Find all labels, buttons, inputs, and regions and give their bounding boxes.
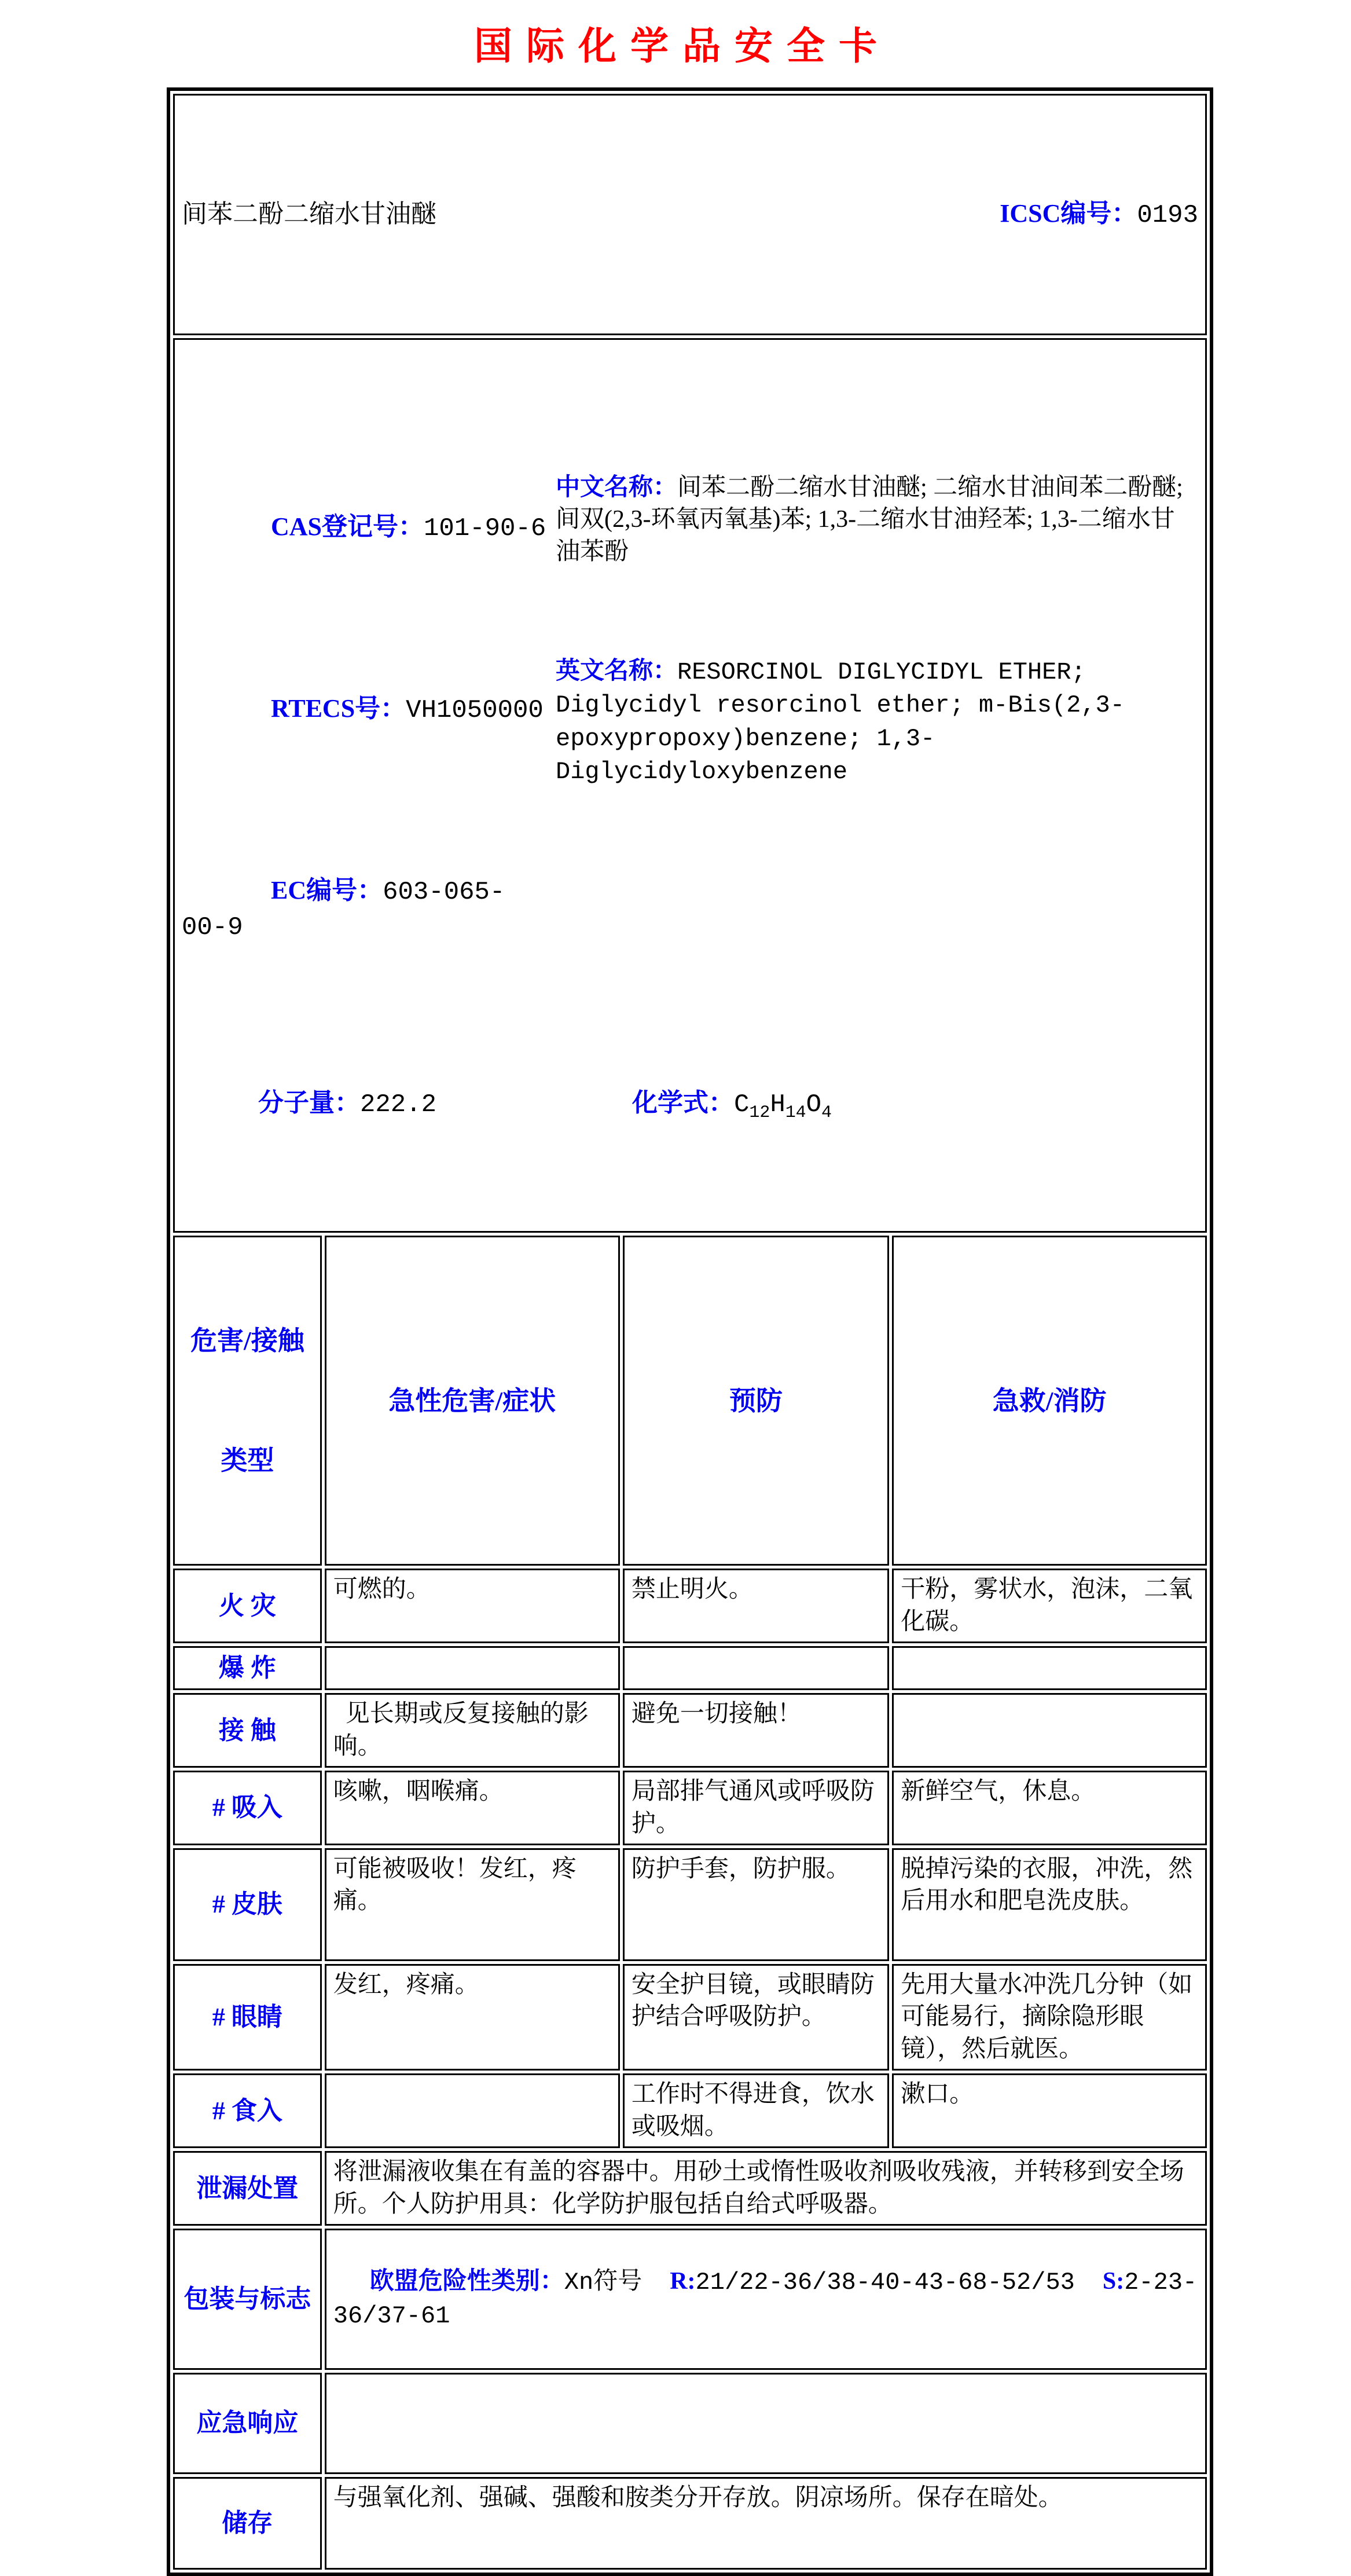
header-hazard-type-line2: 类型 [221, 1446, 274, 1476]
skin-prevention: 防护手套，防护服。 [623, 1848, 889, 1961]
rtecs-label: RTECS号： [271, 694, 406, 723]
hazard-header-row [173, 1236, 1207, 1566]
chinese-name-label: 中文名称： [556, 474, 678, 501]
fire-prevention: 禁止明火。 [623, 1569, 889, 1643]
eu-hazard-classification [333, 2268, 1197, 2328]
ec-label: EC编号： [271, 876, 383, 905]
spillage-content: 将泄漏液收集在有盖的容器中。用砂土或惰性吸收剂吸收残液，并转移到安全场所。个人防护用具：化学防护服包括自给式呼吸器。 [325, 2151, 1207, 2226]
english-name-label: 英文名称： [556, 657, 678, 684]
eyes-label: # 眼睛 [173, 1964, 322, 2071]
cas-value: 101-90-6 [424, 514, 546, 543]
s-phrases-value: 2-23-36/37-61 [333, 2269, 1198, 2330]
ingestion-response: 漱口。 [892, 2073, 1207, 2148]
card-header-layout [182, 163, 1198, 266]
chinese-name [556, 472, 1198, 568]
header-acute-symptoms: 急性危害/症状 [325, 1236, 620, 1566]
ingestion-label: # 食入 [173, 2073, 322, 2148]
ec-value: 603-065-00-9 [182, 878, 505, 943]
emergency-response-label: 应急响应 [173, 2373, 322, 2474]
row-storage [173, 2477, 1207, 2570]
chemical-formula-value: $C_{12}H_{14}O_4$ [734, 1090, 832, 1123]
storage-content: 与强氧化剂、强碱、强酸和胺类分开存放。阴凉场所。保存在暗处。 [325, 2477, 1207, 2570]
eyes-symptom: 发红，疼痛。 [325, 1964, 620, 2071]
icsc-number-label: ICSC编号： [1000, 199, 1137, 228]
packaging-label: 包装与标志 [173, 2229, 322, 2370]
chemical-names [556, 408, 1198, 853]
formula-subscript: 14 [785, 1102, 806, 1123]
ingestion-symptom [325, 2073, 620, 2148]
cas-label: CAS登记号： [271, 512, 424, 541]
eu-class-value: Xn符号 [564, 2269, 643, 2297]
rtecs-number [182, 658, 550, 761]
rtecs-value: VH1050000 [406, 695, 544, 725]
molecular-weight-label: 分子量： [258, 1089, 360, 1117]
identification-bottom [182, 1053, 1198, 1163]
identification-top [182, 408, 1198, 1053]
row-exposure [173, 1693, 1207, 1768]
fire-symptom: 可燃的。 [325, 1569, 620, 1643]
s-phrases-label: S: [1102, 2268, 1125, 2295]
row-fire [173, 1569, 1207, 1643]
fire-label: 火 灾 [173, 1569, 322, 1643]
row-explosion [173, 1646, 1207, 1690]
header-hazard-type-line1: 危害/接触 [190, 1326, 304, 1356]
spillage-label: 泄漏处置 [173, 2151, 322, 2226]
skin-label: # 皮肤 [173, 1848, 322, 1961]
english-name-value: RESORCINOL DIGLYCIDYL ETHER; Diglycidyl resorcinol ether; m-Bis(2,3-epoxypropoxy)benzene; 1,3-Diglycidyloxybenzene [556, 658, 1125, 786]
header-hazard-type [173, 1236, 322, 1566]
chemical-formula [556, 1053, 1198, 1155]
fire-response: 干粉，雾状水，泡沫，二氧化碳。 [892, 1569, 1207, 1643]
emergency-response-content [325, 2373, 1207, 2474]
header-first-aid-firefighting: 急救/消防 [892, 1236, 1207, 1566]
explosion-label: 爆 炸 [173, 1646, 322, 1690]
formula-subscript: 12 [749, 1102, 770, 1123]
r-phrases-value: 21/22-36/38-40-43-68-52/53 [695, 2269, 1075, 2297]
explosion-response [892, 1646, 1207, 1690]
row-skin [173, 1848, 1207, 1961]
chinese-name-value: 间苯二酚二缩水甘油醚; 二缩水甘油间苯二酚醚; 间双(2,3-环氧丙氧基)苯; 1,3-二缩水甘油羟苯; 1,3-二缩水甘油苯酚 [556, 474, 1190, 565]
molecular-weight [182, 1053, 550, 1155]
exposure-prevention: 避免一切接触！ [623, 1693, 889, 1768]
icsc-number-group [936, 163, 1198, 266]
identification-layout [182, 408, 1198, 1164]
chemical-formula-label: 化学式： [632, 1089, 734, 1117]
storage-label: 储存 [173, 2477, 322, 2570]
formula-subscript: 4 [821, 1102, 832, 1123]
eu-class-label: 欧盟危险性类别： [369, 2268, 564, 2295]
ec-number [182, 840, 550, 978]
skin-response: 脱掉污染的衣服，冲洗，然后用水和肥皂洗皮肤。 [892, 1848, 1207, 1961]
registry-numbers [182, 408, 550, 1053]
explosion-prevention [623, 1646, 889, 1690]
inhalation-response: 新鲜空气，休息。 [892, 1771, 1207, 1845]
row-packaging [173, 2229, 1207, 2370]
row-ingestion [173, 2073, 1207, 2148]
row-inhalation [173, 1771, 1207, 1845]
identification-cell [173, 338, 1207, 1233]
page-title: 国际化学品安全卡 [474, 25, 891, 68]
molecular-weight-value: 222.2 [360, 1090, 437, 1120]
card-header-row [173, 94, 1207, 335]
card-header-cell [173, 94, 1207, 335]
skin-symptom: 可能被吸收！发红，疼痛。 [325, 1848, 620, 1961]
inhalation-symptom: 咳嗽，咽喉痛。 [325, 1771, 620, 1845]
inhalation-prevention: 局部排气通风或呼吸防护。 [623, 1771, 889, 1845]
exposure-response [892, 1693, 1207, 1768]
row-eyes [173, 1964, 1207, 2071]
substance-name: 间苯二酚二缩水甘油醚 [182, 200, 436, 229]
packaging-content [325, 2229, 1207, 2370]
exposure-label: 接 触 [173, 1693, 322, 1768]
inhalation-label: # 吸入 [173, 1771, 322, 1845]
header-prevention: 预防 [623, 1236, 889, 1566]
row-spillage [173, 2151, 1207, 2226]
exposure-symptom: 见长期或反复接触的影响。 [325, 1693, 620, 1768]
identification-row [173, 338, 1207, 1233]
cas-number [182, 477, 550, 579]
eyes-prevention: 安全护目镜，或眼睛防护结合呼吸防护。 [623, 1964, 889, 2071]
english-name [556, 655, 1198, 789]
r-phrases-label: R: [670, 2268, 696, 2295]
icsc-card-table [167, 87, 1213, 2576]
ingestion-prevention: 工作时不得进食，饮水或吸烟。 [623, 2073, 889, 2148]
row-emergency-response [173, 2373, 1207, 2474]
icsc-number-value: 0193 [1137, 200, 1198, 230]
explosion-symptom [325, 1646, 620, 1690]
eyes-response: 先用大量水冲洗几分钟（如可能易行，摘除隐形眼镜），然后就医。 [892, 1964, 1207, 2071]
